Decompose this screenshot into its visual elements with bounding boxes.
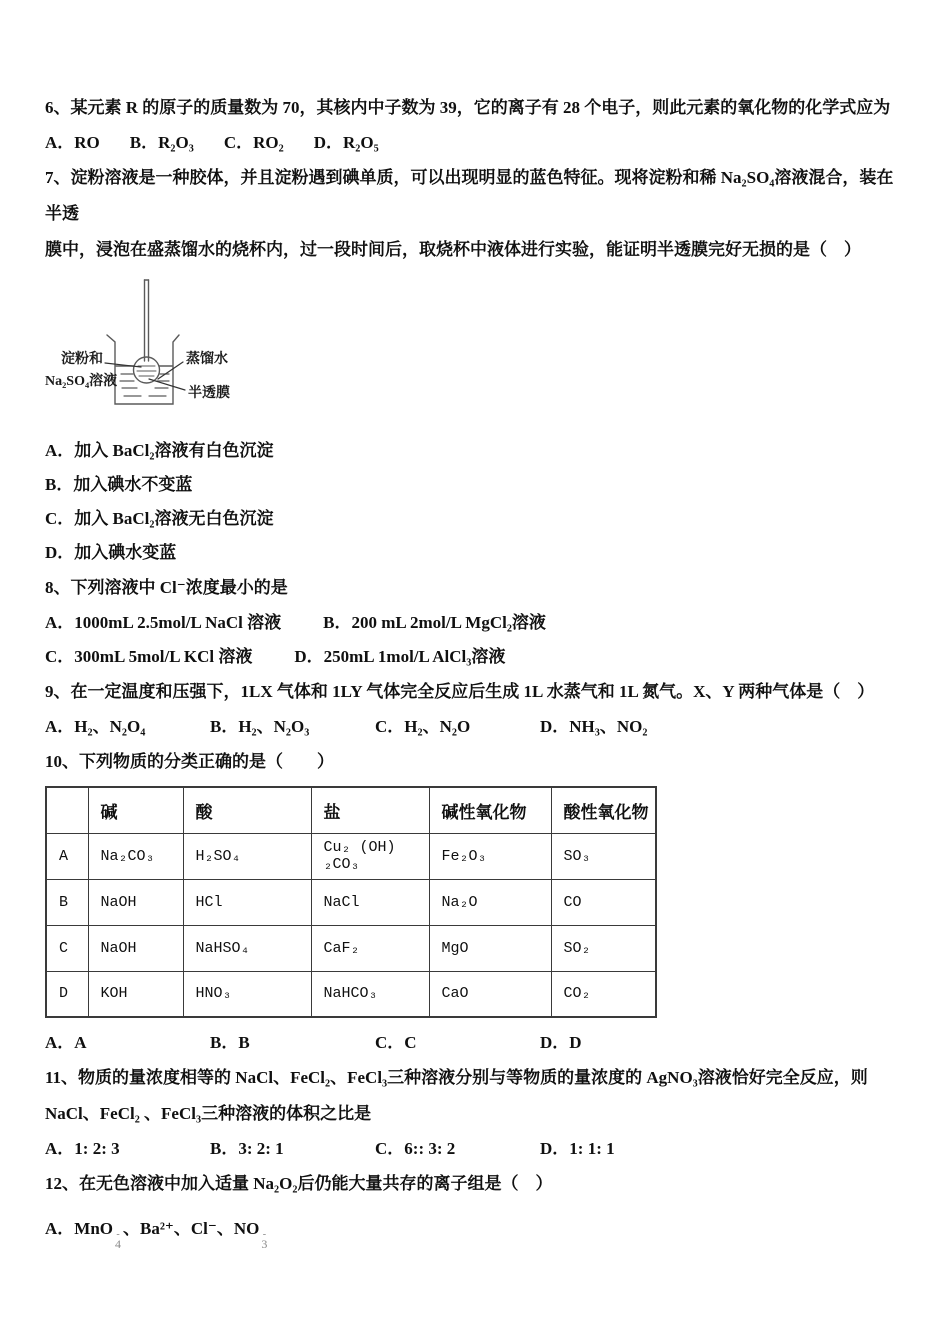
question-9-stem: 9、在一定温度和压强下，1LX 气体和 1LY 气体完全反应后生成 1L 水蒸气和 1L 氮气。X、Y 两种气体是（ ）: [45, 682, 875, 701]
table-cell: MgO: [429, 925, 551, 971]
option-d: D．D: [540, 1033, 582, 1052]
question-11-stem-line2: NaCl、FeCl₂ 、FeCl₃三种溶液的体积之比是: [45, 1104, 372, 1123]
option-d: D．1: 1: 1: [540, 1139, 615, 1158]
option-b: B．200 mL 2mol/L MgCl₂溶液: [323, 613, 546, 632]
question-10-options: [45, 1026, 900, 1060]
table-cell: NaHSO₄: [183, 925, 311, 971]
option-c: C．RO₂: [223, 133, 284, 152]
table-header-cell: [46, 787, 88, 833]
option-a: A．A: [45, 1033, 87, 1052]
question-7-option-c: C．加入 BaCl₂溶液无白色沉淀: [45, 509, 274, 528]
question-12-stem: 12、在无色溶液中加入适量 Na₂O₂后仍能大量共存的离子组是（ ）: [45, 1174, 553, 1193]
table-cell: SO₂: [551, 925, 656, 971]
question-7-stem-line1: 7、淀粉溶液是一种胶体，并且淀粉遇到碘单质，可以出现明显的蓝色特征。现将淀粉和稀 Na₂SO₄溶液混合，装在半透: [45, 168, 894, 223]
table-cell: B: [46, 879, 88, 925]
table-cell: Cu₂ (OH) ₂CO₃: [311, 833, 429, 879]
option-d: D．R₂O₅: [313, 133, 379, 152]
table-cell: NaHCO₃: [311, 971, 429, 1017]
question-7-option-b: B．加入碘水不变蓝: [45, 475, 193, 494]
option-a: A．RO: [45, 133, 100, 152]
question-7-option-d: D．加入碘水变蓝: [45, 543, 177, 562]
distilled-water-label: 蒸馏水: [186, 352, 228, 367]
table-row: [46, 971, 656, 1017]
question-11-stem-line1: 11、物质的量浓度相等的 NaCl、FeCl₂、FeCl₃三种溶液分别与等物质的量浓度的 AgNO₃溶液恰好完全反应，则: [45, 1068, 868, 1087]
table-row: [46, 879, 656, 925]
table-cell: CaO: [429, 971, 551, 1017]
table-header-cell: 碱性氧化物: [429, 787, 551, 833]
beaker-diagram: [45, 278, 355, 430]
starch-label-line2: Na₂SO₄溶液: [45, 374, 118, 389]
permanganate-ion-charge: - 4: [115, 1229, 121, 1251]
question-8-options-row2: [45, 640, 900, 674]
membrane-label: 半透膜: [188, 386, 230, 401]
option-b: B．3: 2: 1: [210, 1139, 284, 1158]
table-row: [46, 833, 656, 879]
option-c: C．300mL 5mol/L KCl 溶液: [45, 647, 253, 666]
classification-table: [45, 786, 657, 1018]
question-10-stem: 10、下列物质的分类正确的是（ ）: [45, 752, 334, 771]
option-c: C．H₂、N₂O: [375, 717, 471, 736]
table-cell: NaOH: [88, 925, 183, 971]
option-c: C．C: [375, 1033, 417, 1052]
option-a: A．1: 2: 3: [45, 1139, 120, 1158]
table-cell: HCl: [183, 879, 311, 925]
starch-label-line1: 淀粉和: [61, 352, 103, 367]
table-cell: H₂SO₄: [183, 833, 311, 879]
table-header-row: [46, 787, 656, 833]
table-cell: HNO₃: [183, 971, 311, 1017]
option-a-text-1: A．MnO: [45, 1219, 113, 1238]
question-8-options-row1: [45, 606, 900, 640]
table-header-cell: 盐: [311, 787, 429, 833]
option-b: B．R₂O₃: [129, 133, 194, 152]
table-cell: Na₂O: [429, 879, 551, 925]
option-b: B．B: [210, 1033, 250, 1052]
question-11-options: [45, 1132, 900, 1166]
table-cell: CO: [551, 879, 656, 925]
nitrate-ion-charge: - 3: [261, 1229, 268, 1251]
question-6-stem: 6、某元素 R 的原子的质量数为 70，其核内中子数为 39，它的离子有 28 个电子，则此元素的氧化物的化学式应为: [45, 98, 891, 117]
table-cell: Na₂CO₃: [88, 833, 183, 879]
question-8-stem: 8、下列溶液中 Cl⁻浓度最小的是: [45, 578, 288, 597]
table-cell: C: [46, 925, 88, 971]
option-b: B．H₂、N₂O₃: [210, 717, 310, 736]
question-12-option-a: [45, 1212, 900, 1250]
table-cell: CO₂: [551, 971, 656, 1017]
table-cell: D: [46, 971, 88, 1017]
table-header-cell: 酸性氧化物: [551, 787, 656, 833]
question-6-options: [45, 126, 900, 160]
table-header-cell: 碱: [88, 787, 183, 833]
table-cell: A: [46, 833, 88, 879]
option-d: D．NH₃、NO₂: [540, 717, 648, 736]
option-a: A．H₂、N₂O₄: [45, 717, 146, 736]
table-cell: NaOH: [88, 879, 183, 925]
option-a: A．1000mL 2.5mol/L NaCl 溶液: [45, 613, 282, 632]
option-a-text-2: 、Ba²⁺、Cl⁻、NO: [123, 1219, 260, 1238]
table-cell: KOH: [88, 971, 183, 1017]
question-7-stem-line2: 膜中，浸泡在盛蒸馏水的烧杯内，过一段时间后，取烧杯中液体进行实验，能证明半透膜完好无损的是（ ）: [45, 240, 861, 259]
option-c: C．6:: 3: 2: [375, 1139, 456, 1158]
membrane-bag: [134, 357, 160, 383]
question-7-option-a: A．加入 BaCl₂溶液有白色沉淀: [45, 441, 274, 460]
table-cell: NaCl: [311, 879, 429, 925]
table-cell: CaF₂: [311, 925, 429, 971]
table-cell: Fe₂O₃: [429, 833, 551, 879]
table-cell: SO₃: [551, 833, 656, 879]
table-row: [46, 925, 656, 971]
table-header-cell: 酸: [183, 787, 311, 833]
question-9-options: [45, 710, 900, 744]
option-d: D．250mL 1mol/L AlCl₃溶液: [294, 647, 506, 666]
